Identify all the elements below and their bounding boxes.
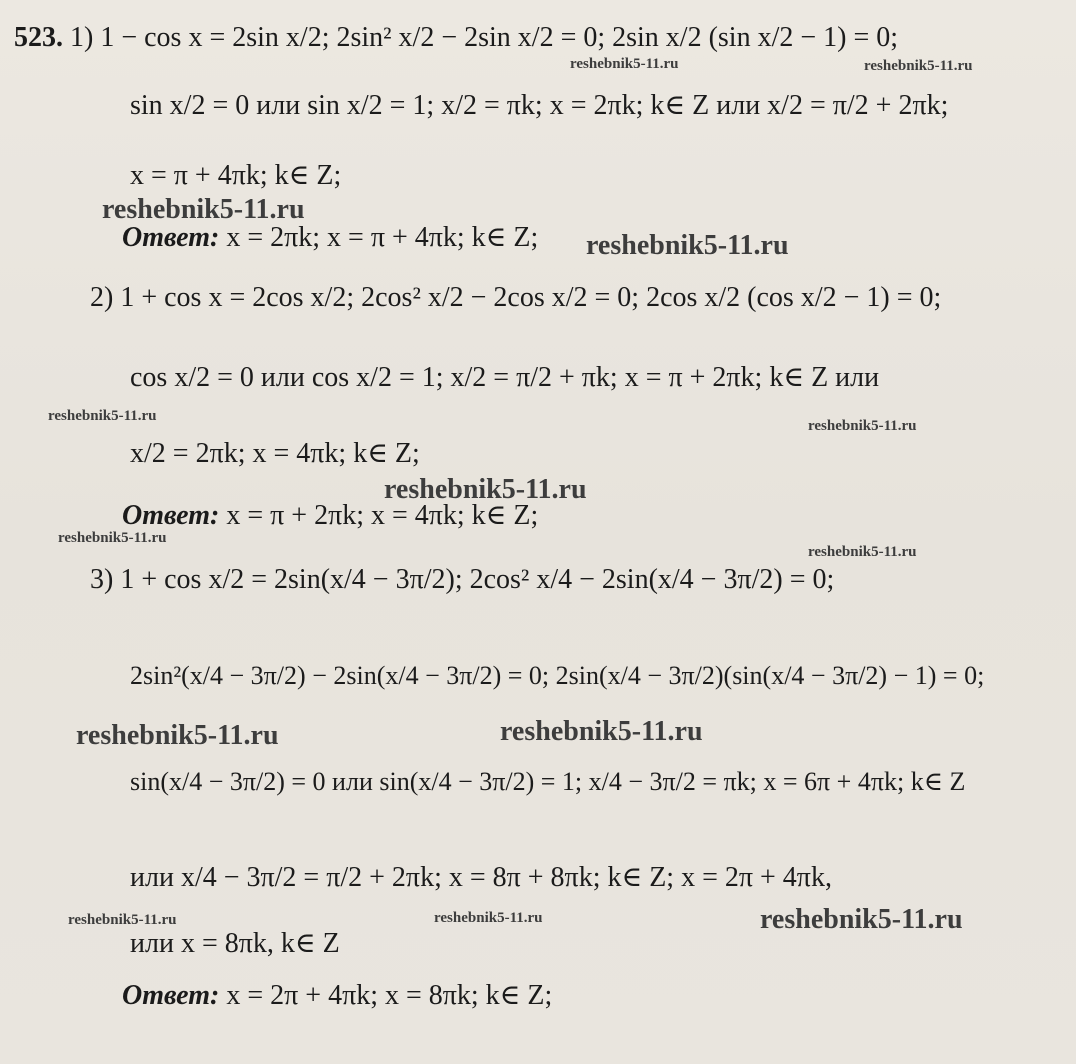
- watermark: reshebnik5-11.ru: [586, 230, 789, 261]
- part3-answer-value: x = 2π + 4πk; x = 8πk; k∈ Z;: [226, 980, 553, 1011]
- answer-label: Ответ:: [122, 222, 220, 253]
- watermark: reshebnik5-11.ru: [384, 474, 587, 505]
- part2-line3: x/2 = 2πk; x = 4πk; k∈ Z;: [130, 438, 420, 469]
- watermark: reshebnik5-11.ru: [48, 408, 157, 424]
- watermark: reshebnik5-11.ru: [500, 716, 703, 747]
- watermark: reshebnik5-11.ru: [102, 194, 305, 225]
- part1-line1: [14, 22, 898, 54]
- part3-answer: [122, 980, 552, 1012]
- watermark: reshebnik5-11.ru: [760, 904, 963, 935]
- part1-equation-1: 1 − cos x = 2sin x/2; 2sin² x/2 − 2sin x/2 = 0; 2sin x/2 (sin x/2 − 1) = 0;: [100, 22, 899, 53]
- part3-line1: [90, 564, 834, 596]
- part2-answer-value: x = π + 2πk; x = 4πk; k∈ Z;: [226, 500, 539, 531]
- part1-label: 1): [70, 22, 94, 53]
- part3-label: 3): [90, 564, 114, 595]
- part1-line2: sin x/2 = 0 или sin x/2 = 1; x/2 = πk; x = 2πk; k∈ Z или x/2 = π/2 + 2πk;: [130, 90, 949, 121]
- part3-line4: или x/4 − 3π/2 = π/2 + 2πk; x = 8π + 8πk; k∈ Z; x = 2π + 4πk,: [130, 862, 832, 893]
- watermark: reshebnik5-11.ru: [808, 418, 917, 434]
- watermark: reshebnik5-11.ru: [434, 910, 543, 926]
- watermark: reshebnik5-11.ru: [570, 56, 679, 72]
- problem-number: 523.: [14, 22, 63, 53]
- part2-equation-1: 1 + cos x = 2cos x/2; 2cos² x/2 − 2cos x/2 = 0; 2cos x/2 (cos x/2 − 1) = 0;: [120, 282, 942, 313]
- answer-label: Ответ:: [122, 980, 220, 1011]
- part2-line1: [90, 282, 941, 314]
- watermark: reshebnik5-11.ru: [76, 720, 279, 751]
- watermark: reshebnik5-11.ru: [58, 530, 167, 546]
- part3-line5: или x = 8πk, k∈ Z: [130, 928, 340, 959]
- part1-answer-value: x = 2πk; x = π + 4πk; k∈ Z;: [226, 222, 539, 253]
- part3-line2: 2sin²(x/4 − 3π/2) − 2sin(x/4 − 3π/2) = 0; 2sin(x/4 − 3π/2)(sin(x/4 − 3π/2) − 1) = 0;: [130, 661, 985, 690]
- watermark: reshebnik5-11.ru: [808, 544, 917, 560]
- part3-line3: sin(x/4 − 3π/2) = 0 или sin(x/4 − 3π/2) = 1; x/4 − 3π/2 = πk; x = 6π + 4πk; k∈ Z: [130, 767, 966, 796]
- watermark: reshebnik5-11.ru: [864, 58, 973, 74]
- part1-answer: [122, 222, 538, 254]
- part1-line3: x = π + 4πk; k∈ Z;: [130, 160, 342, 191]
- part3-equation-1: 1 + cos x/2 = 2sin(x/4 − 3π/2); 2cos² x/4 − 2sin(x/4 − 3π/2) = 0;: [120, 564, 835, 595]
- part2-line2: cos x/2 = 0 или cos x/2 = 1; x/2 = π/2 + πk; x = π + 2πk; k∈ Z или: [130, 362, 880, 393]
- part2-label: 2): [90, 282, 114, 313]
- answer-label: Ответ:: [122, 500, 220, 531]
- watermark: reshebnik5-11.ru: [68, 912, 177, 928]
